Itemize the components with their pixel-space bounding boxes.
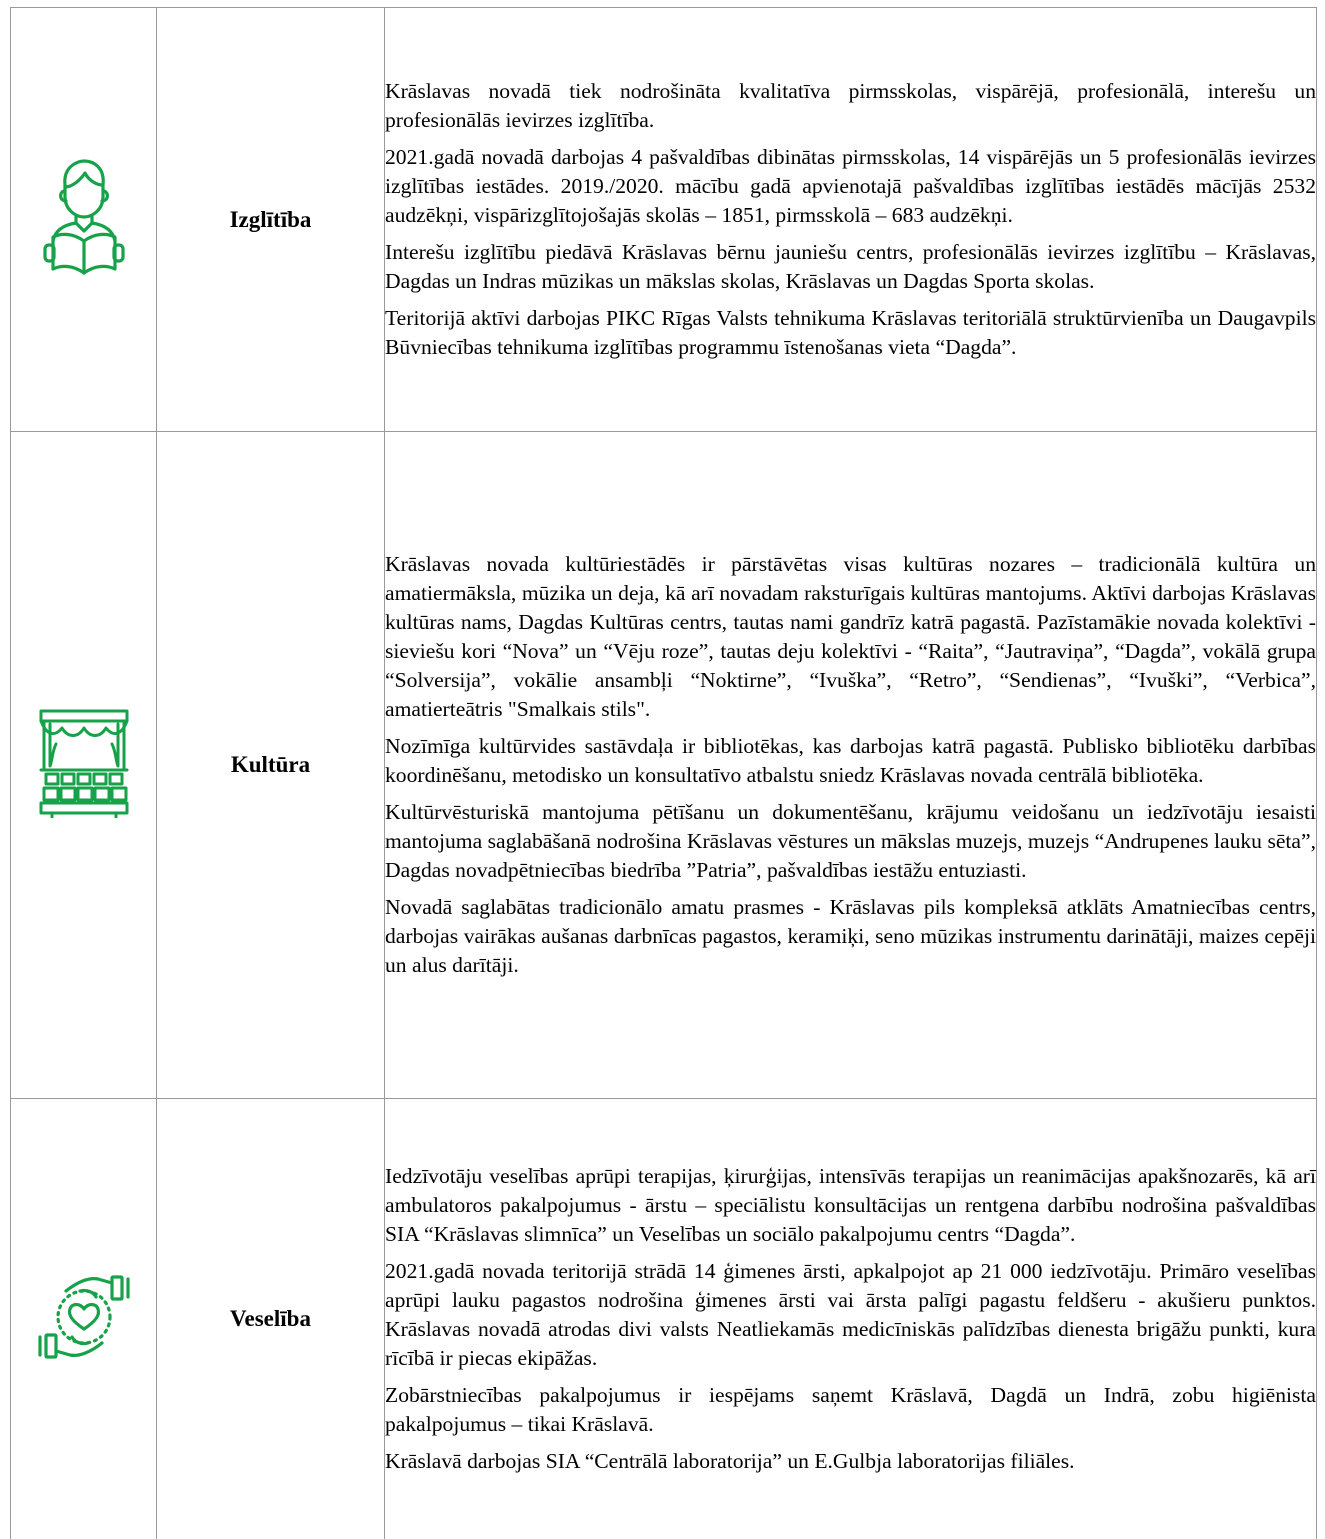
student-reading-book-icon — [43, 157, 125, 277]
icon-cell — [11, 432, 157, 1099]
paragraph: Novadā saglabātas tradicionālo amatu prasmes - Krāslavas pils kompleksā atklāts Amatniecības centrs, darbojas vairākas aušanas darbnīcas pagastos, keramiķi, seno mūzikas instrumentu darinātāji, maizes cepēji un alus darītāji. — [385, 893, 1316, 980]
table-row-kultura — [11, 432, 1317, 1099]
hands-heart-care-icon — [32, 1271, 136, 1363]
sector-description — [385, 8, 1317, 432]
sector-description — [385, 1099, 1317, 1539]
sector-table — [10, 7, 1317, 1539]
icon-cell — [11, 1099, 157, 1539]
sector-label: Veselība — [157, 1099, 385, 1539]
paragraph: Interešu izglītību piedāvā Krāslavas bērnu jauniešu centrs, profesionālās ievirzes izglītību – Krāslavas, Dagdas un Indras mūzikas un mākslas skolas, Krāslavas un Dagdas Sporta skolas. — [385, 238, 1316, 296]
paragraph: Teritorijā aktīvi darbojas PIKC Rīgas Valsts tehnikuma Krāslavas teritoriālā struktūrvienība un Daugavpils Būvniecības tehnikuma izglītības programmu īstenošanas vieta “Dagda”. — [385, 304, 1316, 362]
paragraph: 2021.gadā novadā darbojas 4 pašvaldības dibinātas pirmsskolas, 14 vispārējās un 5 profesionālās ievirzes izglītības iestādes. 2019./2020. mācību gadā apvienotajā pašvaldības izglītības iestādēs mācījās 2532 audzēkņi, vispārizglītojošajās skolās – 1851, pirmsskolā – 683 audzēkņi. — [385, 143, 1316, 230]
paragraph: Nozīmīga kultūrvides sastāvdaļa ir bibliotēkas, kas darbojas katrā pagastā. Publisko bibliotēku darbības koordinēšanu, metodisko un konsultatīvo atbalstu sniedz Krāslavas novada centrālā bibliotēka. — [385, 732, 1316, 790]
table-row-izglitiba — [11, 8, 1317, 432]
paragraph: Krāslavas novada kultūriestādēs ir pārstāvētas visas kultūras nozares – tradicionālā kultūra un amatiermāksla, mūzika un deja, kā arī novadam raksturīgais kultūras mantojums. Aktīvi darbojas Krāslavas kultūras nams, Dagdas Kultūras centrs, tautas nami gandrīz katrā pagastā. Pazīstamākie novada kolektīvi - sieviešu kori “Nova” un “Vēju roze”, tautas deju kolektīvi - “Raita”, “Jautraviņa”, “Dagda”, vokālā grupa “Solversija”, vokālie ansambļi “Noktirne”, “Ivuška”, “Retro”, “Sendienas”, “Ivuški”, “Verbica”, amatierteātris "Smalkais stils". — [385, 550, 1316, 724]
theater-stage-seats-icon — [38, 708, 130, 818]
sector-label: Izglītība — [157, 8, 385, 432]
sector-label: Kultūra — [157, 432, 385, 1099]
paragraph: Krāslavas novadā tiek nodrošināta kvalitatīva pirmsskolas, vispārējā, profesionālā, interešu un profesionālās ievirzes izglītība. — [385, 77, 1316, 135]
paragraph: Iedzīvotāju veselības aprūpi terapijas, ķirurģijas, intensīvās terapijas un reanimācijas apakšnozarēs, kā arī ambulatoros pakalpojumus - ārstu – speciālistu konsultācijas un rentgena darbību nodrošina pašvaldības SIA “Krāslavas slimnīca” un Veselības un sociālo pakalpojumu centrs “Dagda”. — [385, 1162, 1316, 1249]
paragraph: Kultūrvēsturiskā mantojuma pētīšanu un dokumentēšanu, krājumu veidošanu un iedzīvotāju iesaisti mantojuma saglabāšanā nodrošina Krāslavas vēstures un mākslas muzejs, muzejs “Andrupenes lauku sēta”, Dagdas novadpētniecības biedrība ”Patria”, pašvaldības iestāžu entuziasti. — [385, 798, 1316, 885]
icon-cell — [11, 8, 157, 432]
paragraph: Krāslavā darbojas SIA “Centrālā laboratorija” un E.Gulbja laboratorijas filiāles. — [385, 1447, 1316, 1476]
paragraph: Zobārstniecības pakalpojumus ir iespējams saņemt Krāslavā, Dagdā un Indrā, zobu higiēnista pakalpojumus – tikai Krāslavā. — [385, 1381, 1316, 1439]
table-row-veseliba — [11, 1099, 1317, 1539]
sector-description — [385, 432, 1317, 1099]
paragraph: 2021.gadā novada teritorijā strādā 14 ģimenes ārsti, apkalpojot ap 21 000 iedzīvotāju. Primāro veselības aprūpi lauku pagastos nodrošina ģimenes ārsti vai ārsta palīgi pagastu feldšeru - akušieru punktos. Krāslavas novadā atrodas divi valsts Neatliekamās medicīniskās palīdzības dienesta brigāžu punkti, kura rīcībā ir piecas ekipāžas. — [385, 1257, 1316, 1373]
